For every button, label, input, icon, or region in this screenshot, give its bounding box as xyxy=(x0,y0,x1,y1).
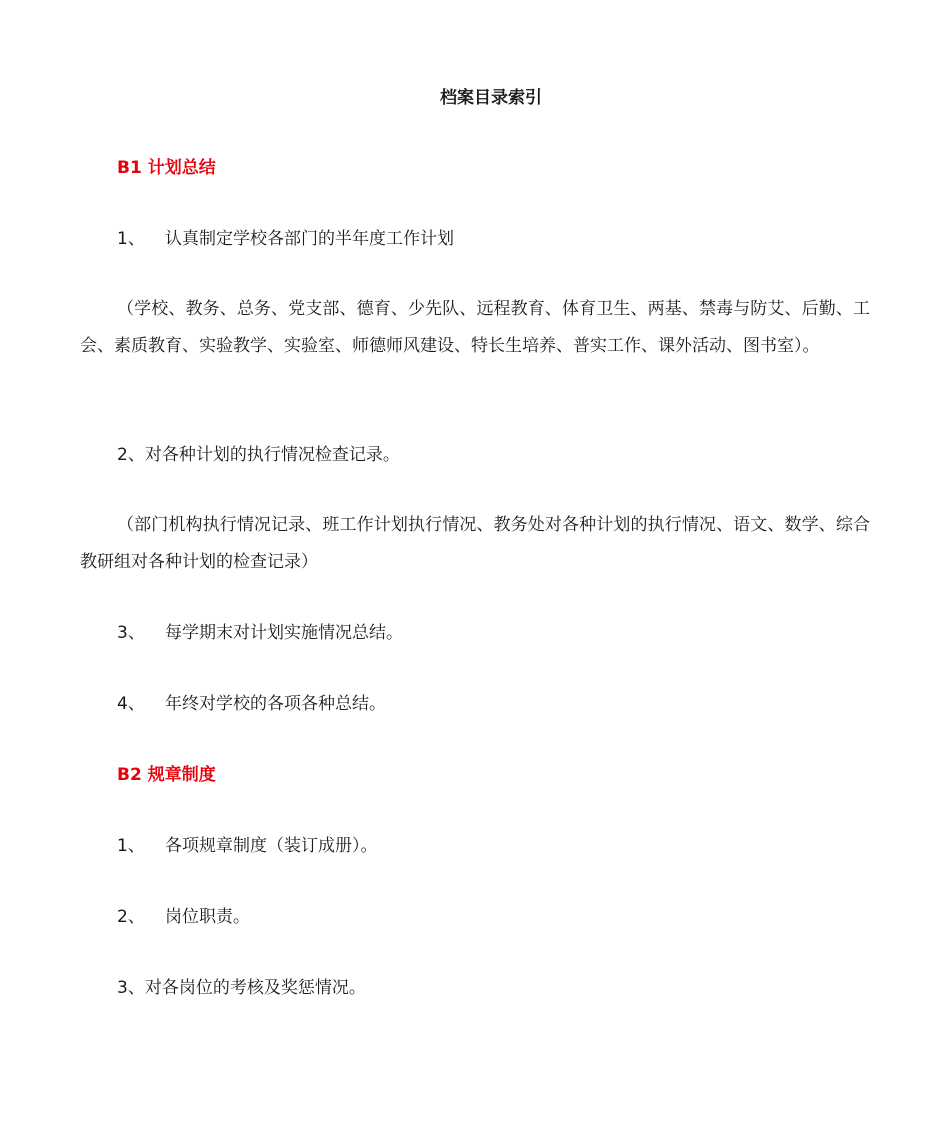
item-text: 对各种计划的执行情况检查记录。 xyxy=(144,445,400,465)
list-item xyxy=(117,976,366,1000)
section-heading-b2: B2 规章制度 xyxy=(117,765,216,785)
item-number: 2、 xyxy=(117,445,145,465)
item-text: 认真制定学校各部门的半年度工作计划 xyxy=(165,229,454,249)
list-item xyxy=(117,834,378,858)
item-number: 1、 xyxy=(117,836,145,856)
list-item xyxy=(117,621,403,645)
list-item xyxy=(117,443,400,467)
list-item xyxy=(117,905,250,929)
item-note: （部门机构执行情况记录、班工作计划执行情况、教务处对各种计划的执行情况、语文、数学、综合教研组对各种计划的检查记录） xyxy=(80,515,870,572)
item-note: （学校、教务、总务、党支部、德育、少先队、远程教育、体育卫生、两基、禁毒与防艾、后勤、工会、素质教育、实验教学、实验室、师德师风建设、特长生培养、普实工作、课外活动、图书室）。 xyxy=(80,299,870,356)
item-number: 3、 xyxy=(117,978,145,998)
item-number: 2、 xyxy=(117,907,145,927)
item-number: 3、 xyxy=(117,623,145,643)
list-item xyxy=(117,692,386,716)
list-item xyxy=(117,227,454,251)
item-text: 对各岗位的考核及奖惩情况。 xyxy=(144,978,366,998)
section-heading-b1: B1 计划总结 xyxy=(117,158,216,178)
item-number: 1、 xyxy=(117,229,145,249)
item-number: 4、 xyxy=(117,694,145,714)
item-text: 岗位职责。 xyxy=(165,907,250,927)
item-text: 年终对学校的各项各种总结。 xyxy=(165,694,386,714)
document-title: 档案目录索引 xyxy=(440,88,542,108)
item-text: 每学期末对计划实施情况总结。 xyxy=(165,623,403,643)
item-text: 各项规章制度（装订成册）。 xyxy=(165,836,378,856)
